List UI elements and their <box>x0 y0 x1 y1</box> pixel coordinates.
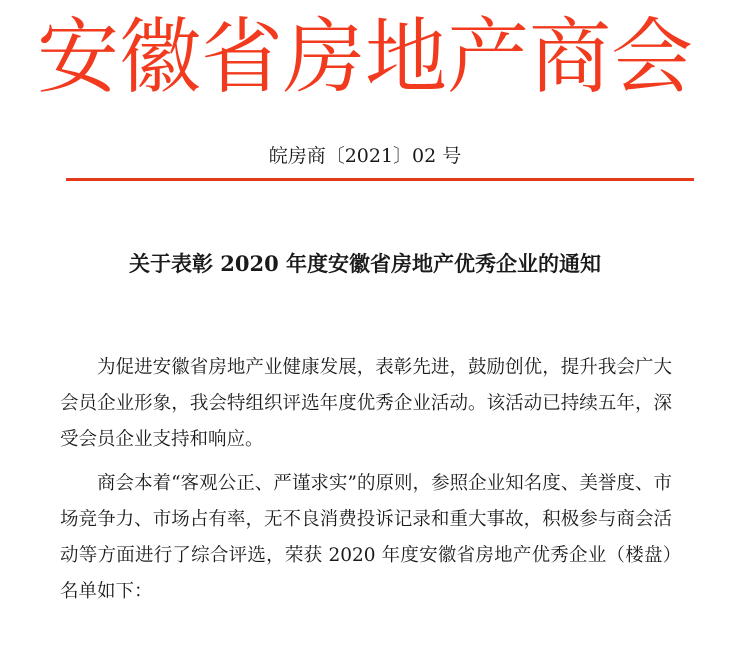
paragraph-criteria: 商会本着“客观公正、严谨求实”的原则，参照企业知名度、美誉度、市场竞争力、市场占有率，无不良消费投诉记录和重大事故，积极参与商会活动等方面进行了综合评选，荣获 2020 年度安徽省房地产优秀企业（楼盘）名单如下： <box>60 473 672 602</box>
organization-header: 安徽省房地产商会 <box>36 10 693 105</box>
document-number: 皖房商〔2021〕02 号 <box>268 145 462 167</box>
document-title: 关于表彰 2020 年度安徽省房地产优秀企业的通知 <box>128 251 602 276</box>
paragraph-intro: 为促进安徽省房地产业健康发展，表彰先进，鼓励创优，提升我会广大会员企业形象，我会特组织评选年度优秀企业活动。该活动已持续五年，深受会员企业支持和响应。 <box>60 357 672 450</box>
header-divider <box>66 178 694 181</box>
document-body <box>60 350 672 618</box>
